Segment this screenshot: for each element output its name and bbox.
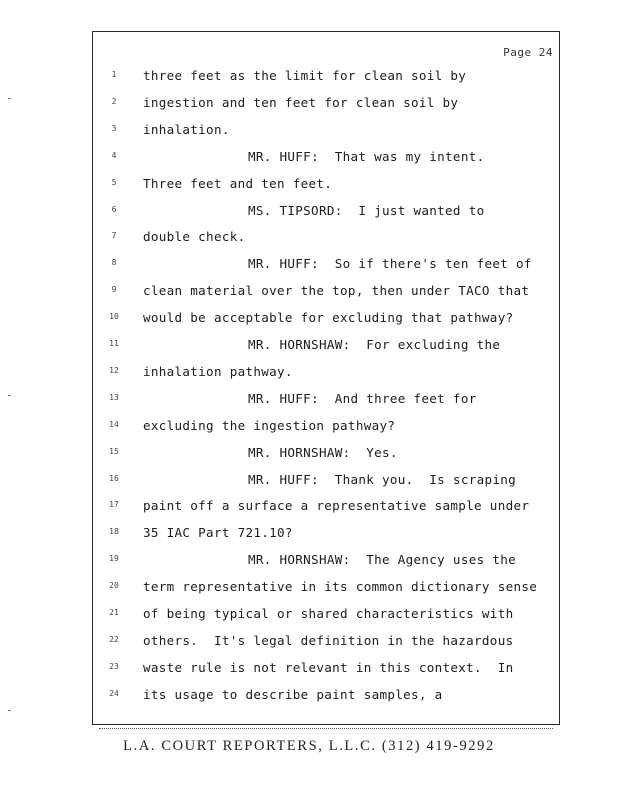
line-text: ingestion and ten feet for clean soil by [143,94,459,110]
transcript-line [93,471,559,489]
line-text: MR. HUFF: So if there's ten feet of [248,256,532,272]
line-text: term representative in its common dictionary sense [143,579,538,595]
court-reporter-footer: L.A. COURT REPORTERS, L.L.C. (312) 419-9292 [123,738,495,754]
transcript-line [93,228,559,246]
line-number: 20 [109,581,119,591]
line-text: its usage to describe paint samples, a [143,686,443,702]
line-number: 5 [111,177,117,187]
transcript-line [93,336,559,354]
line-text: MR. HORNSHAW: Yes. [248,444,398,460]
line-number: 4 [111,150,117,160]
transcript-line [93,417,559,435]
line-text: clean material over the top, then under TACO that [143,283,530,299]
line-text: MR. HUFF: And three feet for [248,390,477,406]
transcript-line [93,148,559,166]
line-text: MR. HORNSHAW: For excluding the [248,337,501,352]
line-text: others. It's legal definition in the hazardous [143,632,514,648]
line-text: three feet as the limit for clean soil by [143,68,467,83]
line-text: MR. HORNSHAW: The Agency uses the [248,552,516,568]
line-text: of being typical or shared characteristics with [143,606,514,621]
line-number: 19 [109,554,119,564]
line-number: 24 [109,688,119,698]
line-number: 10 [109,312,119,322]
transcript-line [93,94,559,112]
transcript-line [93,632,559,650]
transcript-line [93,175,559,193]
line-number: 21 [109,608,119,617]
line-number: 23 [109,661,119,671]
line-number: 6 [111,204,117,214]
line-number: 13 [109,392,119,402]
line-text: paint off a surface a representative sample under [143,498,530,514]
transcript-line [93,67,559,85]
transcript-line [93,578,559,596]
line-text: would be acceptable for excluding that pathway? [143,310,514,326]
transcript-line [93,605,559,623]
line-text: MR. HUFF: That was my intent. [248,148,485,164]
transcript-line [93,551,559,569]
line-text: double check. [143,229,246,245]
scan-speck [8,710,11,711]
line-number: 17 [109,500,119,510]
line-number: 1 [111,70,117,79]
line-text: 35 IAC Part 721.10? [143,525,293,541]
page-number: Page 24 [503,46,553,59]
transcript-line [93,309,559,327]
transcript-line [93,390,559,408]
line-text: waste rule is not relevant in this context. In [143,659,514,675]
transcript-line [93,497,559,515]
line-text: inhalation. [143,121,230,137]
transcript-line [93,202,559,220]
scan-speck [8,98,11,99]
transcript-line [93,686,559,704]
line-number: 9 [111,285,117,295]
line-text: MR. HUFF: Thank you. Is scraping [248,471,516,487]
transcript-line [93,255,559,273]
line-number: 8 [111,258,117,268]
line-number: 7 [111,231,117,241]
line-number: 15 [109,446,119,456]
line-number: 3 [111,123,117,133]
transcript-line [93,524,559,542]
line-number: 12 [109,365,119,375]
transcript-line [93,363,559,381]
line-text: excluding the ingestion pathway? [143,417,396,433]
line-number: 14 [109,419,119,429]
line-number: 22 [109,634,119,644]
line-number: 2 [111,96,117,106]
transcript-page [92,31,560,725]
line-text: Three feet and ten feet. [143,175,333,191]
line-number: 16 [109,473,119,483]
transcript-line [93,444,559,462]
transcript-line [93,282,559,300]
transcript-line [93,659,559,677]
scan-speck [8,395,11,396]
line-text: inhalation pathway. [143,363,293,379]
line-number: 11 [109,339,119,348]
transcript-line [93,121,559,139]
line-number: 18 [109,527,119,537]
line-text: MS. TIPSORD: I just wanted to [248,202,485,218]
